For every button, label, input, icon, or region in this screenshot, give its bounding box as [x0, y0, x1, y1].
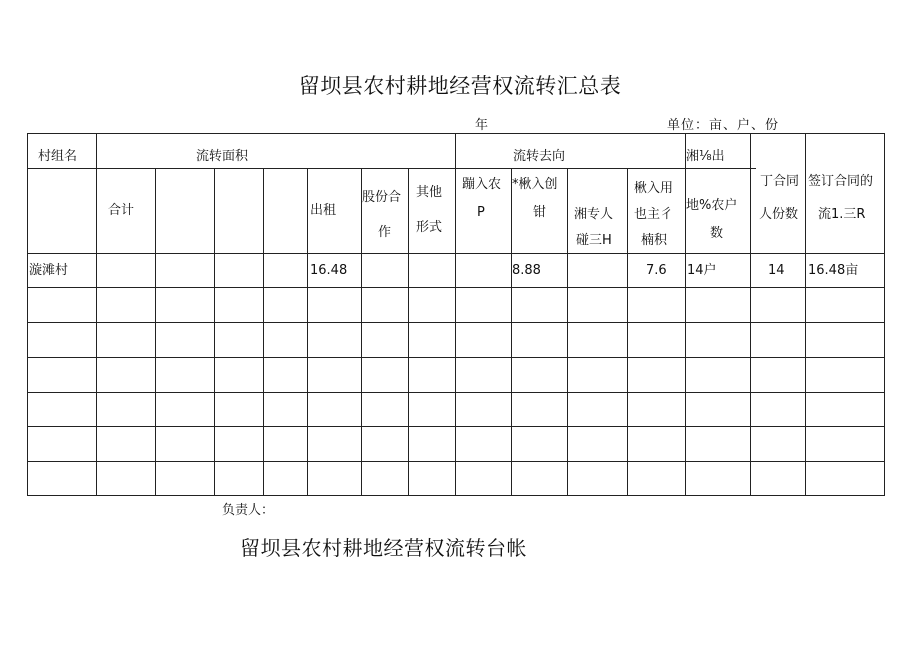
ledger-title: 留坝县农村耕地经营权流转台帐 [240, 536, 527, 560]
header-direction-4-cont2: 楠积 [641, 233, 668, 248]
header-village: 村组名 [38, 149, 78, 164]
row-direction-4-value: 7.6 [646, 263, 667, 278]
header-other: 其他 [416, 185, 443, 200]
header-direction-2: *楸入创 [512, 177, 558, 192]
header-households-cont2: 数 [710, 226, 724, 241]
header-direction-2-cont: 钳 [533, 205, 547, 220]
header-total: 合计 [108, 203, 135, 218]
header-direction-3: 湘专人 [574, 207, 614, 222]
year-label: 年 [475, 118, 489, 133]
row-contracts-value: 14 [768, 263, 785, 278]
row-direction-2-value: 8.88 [512, 263, 541, 278]
header-direction-1-cont: P [477, 205, 485, 220]
header-signed-area: 签订合同的 [808, 174, 874, 189]
responsible-person-label: 负责人： [222, 503, 275, 518]
header-direction-4: 楸入用 [634, 181, 674, 196]
header-transfer-direction: 流转去向 [513, 149, 566, 164]
header-shareholding: 股份合 [362, 190, 402, 205]
unit-label: 单位：亩、户、份 [667, 118, 780, 133]
header-direction-4-cont: 也主彳 [634, 207, 674, 222]
header-direction-3-cont: 碰三H [576, 233, 612, 248]
row-village: 漩滩村 [29, 263, 69, 278]
header-lease: 出租 [310, 203, 337, 218]
header-contracts: 丁合同 [760, 174, 800, 189]
header-other-cont: 形式 [416, 220, 443, 235]
header-direction-1: 蹦入农 [462, 177, 502, 192]
row-households-value: 14户 [687, 263, 717, 278]
header-signed-area-cont: 流1.三R [818, 207, 866, 222]
row-signed-area-value: 16.48亩 [808, 263, 859, 278]
row-lease-value: 16.48 [310, 263, 348, 278]
header-households-cont: 地%农户 [686, 198, 738, 213]
summary-table-grid [27, 133, 885, 496]
header-shareholding-cont: 作 [378, 225, 392, 240]
document-title: 留坝县农村耕地经营权流转汇总表 [298, 74, 622, 98]
header-households: 湘⅛出 [686, 149, 725, 164]
header-transfer-area: 流转面积 [196, 149, 249, 164]
header-contracts-cont: 人份数 [759, 207, 799, 222]
